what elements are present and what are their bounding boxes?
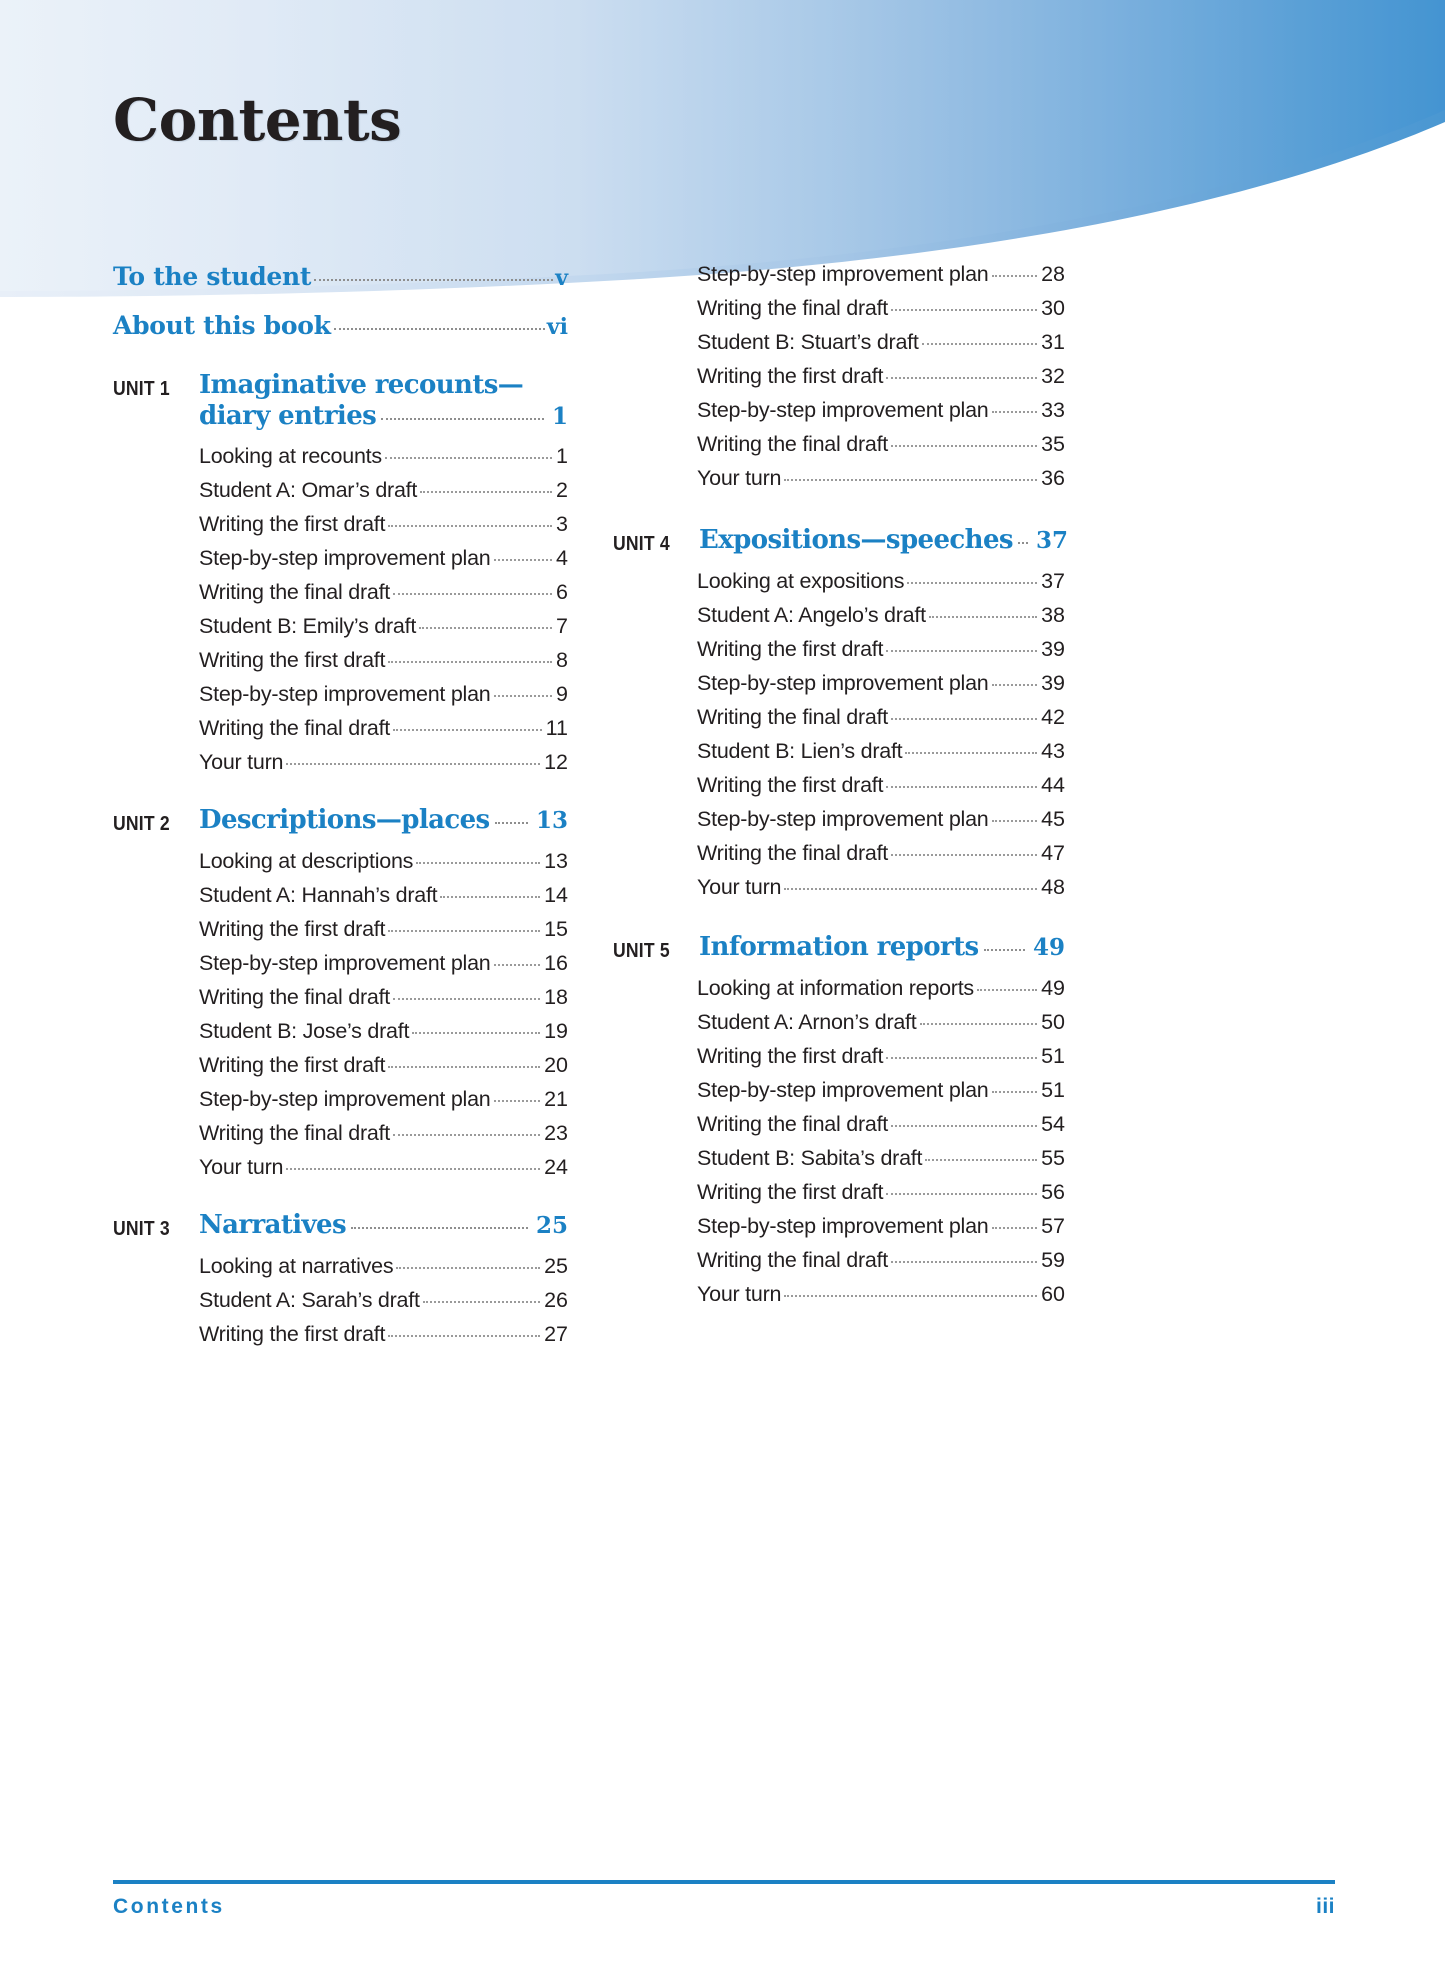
unit-title-wrap [699,932,1065,963]
toc-entry-page: 13 [544,849,568,874]
dot-leader [286,1168,540,1170]
toc-entry-label: Your turn [199,750,284,775]
toc-entry-row[interactable] [199,1112,568,1146]
dot-leader [907,582,1037,584]
toc-entry-label: Student B: Sabita’s draft [697,1146,923,1170]
toc-entry-page: 16 [544,951,568,976]
dot-leader [891,309,1037,311]
dot-leader [286,763,540,765]
dot-leader [388,525,552,527]
toc-entry-row[interactable] [697,1035,1065,1069]
toc-entry-page: 36 [1041,466,1065,490]
toc-entry-row[interactable] [199,639,568,673]
toc-entry-page: 51 [1041,1044,1065,1068]
toc-entry-row[interactable] [697,1239,1065,1273]
toc-entry-label: Your turn [697,466,782,490]
toc-entry-page: 4 [556,546,568,571]
dot-leader [334,328,545,330]
dot-leader [977,989,1037,991]
toc-entry-page: 32 [1041,364,1065,388]
dot-leader [381,418,544,420]
dot-leader [984,949,1025,951]
toc-entry-label: Step-by-step improvement plan [697,807,989,831]
toc-entry-label: Writing the first draft [199,648,386,673]
toc-entry-row[interactable] [199,1146,568,1180]
dot-leader [420,491,552,493]
toc-entry-page: 14 [544,883,568,908]
unit-title-wrap [199,370,568,431]
toc-entry-label: Writing the first draft [199,512,386,537]
toc-entry-row[interactable] [697,1137,1065,1171]
toc-entry-row[interactable] [697,628,1065,662]
toc-entry-page: 39 [1041,671,1065,695]
toc-entry-row[interactable] [697,866,1065,900]
toc-entry-label: Writing the first draft [697,637,884,661]
toc-entry-row[interactable] [199,571,568,605]
front-matter-row[interactable] [113,262,568,291]
dot-leader [393,1134,540,1136]
toc-entry-label: Student A: Omar’s draft [199,478,418,503]
dot-leader [891,718,1037,720]
page-footer [113,1880,1335,1919]
unit-entry-list [199,435,568,775]
toc-entry-label: Student A: Hannah’s draft [199,883,438,908]
toc-entry-page: 55 [1041,1146,1065,1170]
toc-entry-label: Looking at descriptions [199,849,414,874]
toc-entry-label: Step-by-step improvement plan [199,1087,491,1112]
footer-page-number: iii [1315,1895,1335,1918]
toc-entry-row[interactable] [199,537,568,571]
dot-leader [891,1261,1037,1263]
toc-entry-page: 12 [544,750,568,775]
unit-title-line-1: Descriptions—places [199,805,490,836]
toc-entry-page: 26 [544,1288,568,1313]
dot-leader [920,1023,1038,1025]
dot-leader [388,930,540,932]
toc-entry-page: 9 [556,682,568,707]
dot-leader [922,343,1037,345]
front-matter-list [113,262,568,340]
unit-tag: UNIT 4 [613,533,670,555]
toc-entry-label: Writing the first draft [697,1044,884,1068]
toc-entry-page: 43 [1041,739,1065,763]
toc-entry-row[interactable] [697,662,1065,696]
unit-tag: UNIT 5 [613,940,670,962]
unit-title-line-2: diary entries [199,400,377,431]
toc-entry-row[interactable] [199,469,568,503]
toc-entry-row[interactable] [697,423,1065,457]
toc-entry-page: 21 [544,1087,568,1112]
toc-entry-row[interactable] [697,389,1065,423]
dot-leader [784,479,1037,481]
toc-entry-row[interactable] [697,560,1065,594]
toc-entry-row[interactable] [697,1205,1065,1239]
dot-leader [929,616,1037,618]
dot-leader [396,1267,540,1269]
dot-leader [494,1100,541,1102]
toc-entry-page: 37 [1041,569,1065,593]
toc-entry-page: 59 [1041,1248,1065,1272]
front-matter-label: To the student [113,262,312,291]
toc-entry-label: Your turn [697,1282,782,1306]
toc-entry-page: 6 [556,580,568,605]
toc-entry-page: 3 [556,512,568,537]
toc-entry-page: 8 [556,648,568,673]
dot-leader [886,786,1037,788]
toc-entry-page: 15 [544,917,568,942]
toc-entry-label: Writing the first draft [199,917,386,942]
toc-entry-row[interactable] [697,1171,1065,1205]
toc-entry-row[interactable] [199,976,568,1010]
dot-leader [1018,542,1028,544]
dot-leader [784,888,1037,890]
toc-entry-label: Writing the final draft [697,1112,889,1136]
unit-page-number: 25 [535,1212,568,1240]
unit-block [113,1210,568,1347]
toc-entry-page: 28 [1041,262,1065,286]
unit-heading[interactable] [613,525,1068,556]
toc-entry-row[interactable] [199,840,568,874]
toc-entry-label: Step-by-step improvement plan [199,546,491,571]
toc-entry-row[interactable] [199,1245,568,1279]
dot-leader [494,559,553,561]
toc-entry-label: Writing the first draft [697,773,884,797]
unit-entry-list [697,560,1065,900]
toc-entry-label: Looking at expositions [697,569,905,593]
toc-entry-label: Writing the final draft [697,432,889,456]
toc-entry-label: Student B: Stuart’s draft [697,330,919,354]
toc-entry-row[interactable] [697,730,1065,764]
toc-entry-page: 57 [1041,1214,1065,1238]
toc-entry-row[interactable] [697,1103,1065,1137]
toc-left-column [113,262,568,1347]
toc-entry-page: 24 [544,1155,568,1180]
dot-leader [393,729,542,731]
unit-tag: UNIT 2 [113,813,170,836]
toc-entry-row[interactable] [697,594,1065,628]
toc-entry-row[interactable] [697,967,1065,1001]
toc-entry-page: 38 [1041,603,1065,627]
unit-tag: UNIT 1 [113,378,170,400]
toc-entry-label: Writing the final draft [199,985,391,1010]
toc-entry-row[interactable] [697,262,1065,287]
unit-page-number: 13 [535,807,568,835]
toc-entry-row[interactable] [199,1313,568,1347]
toc-entry-page: 50 [1041,1010,1065,1034]
toc-entry-page: 31 [1041,330,1065,354]
toc-entry-label: Student A: Arnon’s draft [697,1010,917,1034]
toc-entry-label: Student B: Emily’s draft [199,614,417,639]
unit-title-line-1-row [199,1210,568,1241]
toc-entry-page: 1 [556,444,568,469]
unit-block [613,932,1065,1307]
dot-leader [388,1066,540,1068]
toc-entry-label: Step-by-step improvement plan [697,671,989,695]
toc-entry-page: 47 [1041,841,1065,865]
toc-entry-page: 27 [544,1322,568,1347]
toc-entry-page: 19 [544,1019,568,1044]
toc-entry-row[interactable] [697,764,1065,798]
toc-entry-page: 48 [1041,875,1065,899]
dot-leader [494,964,541,966]
toc-entry-row[interactable] [697,321,1065,355]
dot-leader [992,684,1038,686]
dot-leader [886,650,1037,652]
toc-entry-label: Writing the final draft [697,705,889,729]
toc-entry-page: 11 [545,716,568,741]
toc-entry-page: 54 [1041,1112,1065,1136]
dot-leader [495,822,528,824]
toc-entry-page: 25 [544,1254,568,1279]
toc-entry-row[interactable] [199,942,568,976]
dot-leader [314,279,553,281]
dot-leader [393,998,540,1000]
toc-entry-label: Student B: Lien’s draft [697,739,903,763]
toc-entry-row[interactable] [199,673,568,707]
unit-entry-list [697,967,1065,1307]
dot-leader [992,275,1038,277]
toc-entry-row[interactable] [697,355,1065,389]
unit-heading[interactable] [113,370,568,431]
dot-leader [388,661,552,663]
dot-leader [784,1295,1037,1297]
unit-heading[interactable] [113,805,568,836]
toc-entry-row[interactable] [199,908,568,942]
continued-entry-list [697,262,1065,491]
dot-leader [416,862,540,864]
toc-entry-row[interactable] [697,1069,1065,1103]
toc-entry-row[interactable] [199,1078,568,1112]
dot-leader [351,1227,528,1229]
toc-entry-row[interactable] [199,741,568,775]
toc-entry-label: Writing the first draft [697,1180,884,1204]
toc-entry-label: Student A: Angelo’s draft [697,603,926,627]
footer-inner [113,1884,1335,1919]
toc-entry-row[interactable] [697,696,1065,730]
toc-entry-page: 44 [1041,773,1065,797]
toc-entry-page: 18 [544,985,568,1010]
toc-entry-label: Looking at narratives [199,1254,394,1279]
toc-entry-page: 30 [1041,296,1065,320]
unit-tag: UNIT 3 [113,1218,170,1241]
toc-entry-label: Step-by-step improvement plan [199,951,491,976]
dot-leader [385,457,552,459]
dot-leader [412,1032,540,1034]
toc-entry-label: Writing the first draft [199,1322,386,1347]
unit-title-wrap [699,525,1068,556]
toc-entry-page: 2 [556,478,568,503]
toc-entry-page: 56 [1041,1180,1065,1204]
toc-entry-label: Writing the first draft [697,364,884,388]
unit-title-line-1-row [699,932,1065,963]
dot-leader [925,1159,1037,1161]
toc-entry-page: 45 [1041,807,1065,831]
toc-entry-page: 60 [1041,1282,1065,1306]
unit-title-line-1-row [699,525,1068,556]
unit-page-number: 49 [1032,934,1065,961]
toc-entry-label: Your turn [697,875,782,899]
dot-leader [494,695,553,697]
unit-title-line-1: Expositions—speeches [699,525,1013,555]
unit-heading[interactable] [113,1210,568,1241]
toc-entry-row[interactable] [697,287,1065,321]
toc-entry-label: Writing the final draft [697,296,889,320]
unit-title-line-1: Imaginative recounts— [199,370,524,400]
dot-leader [886,1057,1037,1059]
toc-entry-row[interactable] [199,503,568,537]
toc-entry-page: 35 [1041,432,1065,456]
toc-entry-row[interactable] [199,435,568,469]
toc-entry-label: Student A: Sarah’s draft [199,1288,420,1313]
unit-title-line-1: Information reports [699,932,979,962]
dot-leader [440,896,540,898]
toc-entry-row[interactable] [199,707,568,741]
toc-entry-label: Looking at recounts [199,444,382,469]
unit-title-wrap [199,1210,568,1241]
toc-entry-label: Writing the first draft [199,1053,386,1078]
toc-entry-label: Step-by-step improvement plan [697,1214,989,1238]
toc-entry-page: 20 [544,1053,568,1078]
toc-entry-label: Writing the final draft [199,580,391,605]
toc-entry-label: Step-by-step improvement plan [697,262,989,286]
unit-entry-list [199,840,568,1180]
front-matter-label: About this book [113,311,331,340]
toc-entry-page: 51 [1041,1078,1065,1102]
dot-leader [419,627,552,629]
front-matter-row[interactable] [113,311,568,340]
toc-entry-row[interactable] [697,798,1065,832]
page-title: Contents [113,86,402,154]
dot-leader [393,593,552,595]
toc-entry-label: Student B: Jose’s draft [199,1019,410,1044]
footer-label: Contents [113,1895,225,1918]
toc-entry-row[interactable] [199,1044,568,1078]
dot-leader [891,445,1037,447]
unit-title-wrap [199,805,568,836]
unit-entry-list [199,1245,568,1347]
toc-entry-page: 39 [1041,637,1065,661]
toc-entry-page: 49 [1041,976,1065,1000]
unit-page-number: 37 [1035,527,1068,554]
dot-leader [886,1193,1037,1195]
dot-leader [992,1227,1038,1229]
toc-entry-label: Writing the final draft [697,1248,889,1272]
toc-entry-row[interactable] [199,1279,568,1313]
toc-entry-page: 33 [1041,398,1065,422]
toc-entry-label: Step-by-step improvement plan [697,1078,989,1102]
toc-entry-label: Writing the final draft [199,1121,391,1146]
dot-leader [886,377,1037,379]
toc-entry-row[interactable] [697,1001,1065,1035]
toc-right-column [613,262,1068,1307]
toc-entry-page: 7 [556,614,568,639]
front-matter-page: v [555,265,568,291]
unit-title-line-1: Narratives [199,1210,347,1241]
dot-leader [992,1091,1038,1093]
toc-entry-label: Step-by-step improvement plan [199,682,491,707]
dot-leader [905,752,1037,754]
toc-entry-label: Looking at information reports [697,976,974,1000]
unit-title-line-1-row [199,805,568,836]
toc-entry-row[interactable] [199,874,568,908]
toc-entry-page: 42 [1041,705,1065,729]
unit-block [113,805,568,1180]
front-matter-page: vi [546,314,568,340]
dot-leader [388,1335,540,1337]
dot-leader [992,820,1038,822]
toc-entry-label: Your turn [199,1155,284,1180]
dot-leader [891,854,1037,856]
toc-entry-label: Writing the final draft [697,841,889,865]
dot-leader [423,1301,540,1303]
toc-entry-label: Step-by-step improvement plan [697,398,989,422]
toc-entry-page: 23 [544,1121,568,1146]
toc-entry-row[interactable] [697,1273,1065,1307]
dot-leader [992,411,1038,413]
dot-leader [891,1125,1037,1127]
toc-entry-row[interactable] [199,605,568,639]
unit-block [113,370,568,775]
unit-title-line-2-row [199,401,568,432]
unit-block [613,525,1068,900]
toc-entry-row[interactable] [697,457,1065,491]
unit-heading[interactable] [613,932,1065,963]
unit-page-number: 1 [551,402,568,430]
toc-entry-label: Writing the final draft [199,716,391,741]
toc-entry-row[interactable] [697,832,1065,866]
toc-entry-row[interactable] [199,1010,568,1044]
